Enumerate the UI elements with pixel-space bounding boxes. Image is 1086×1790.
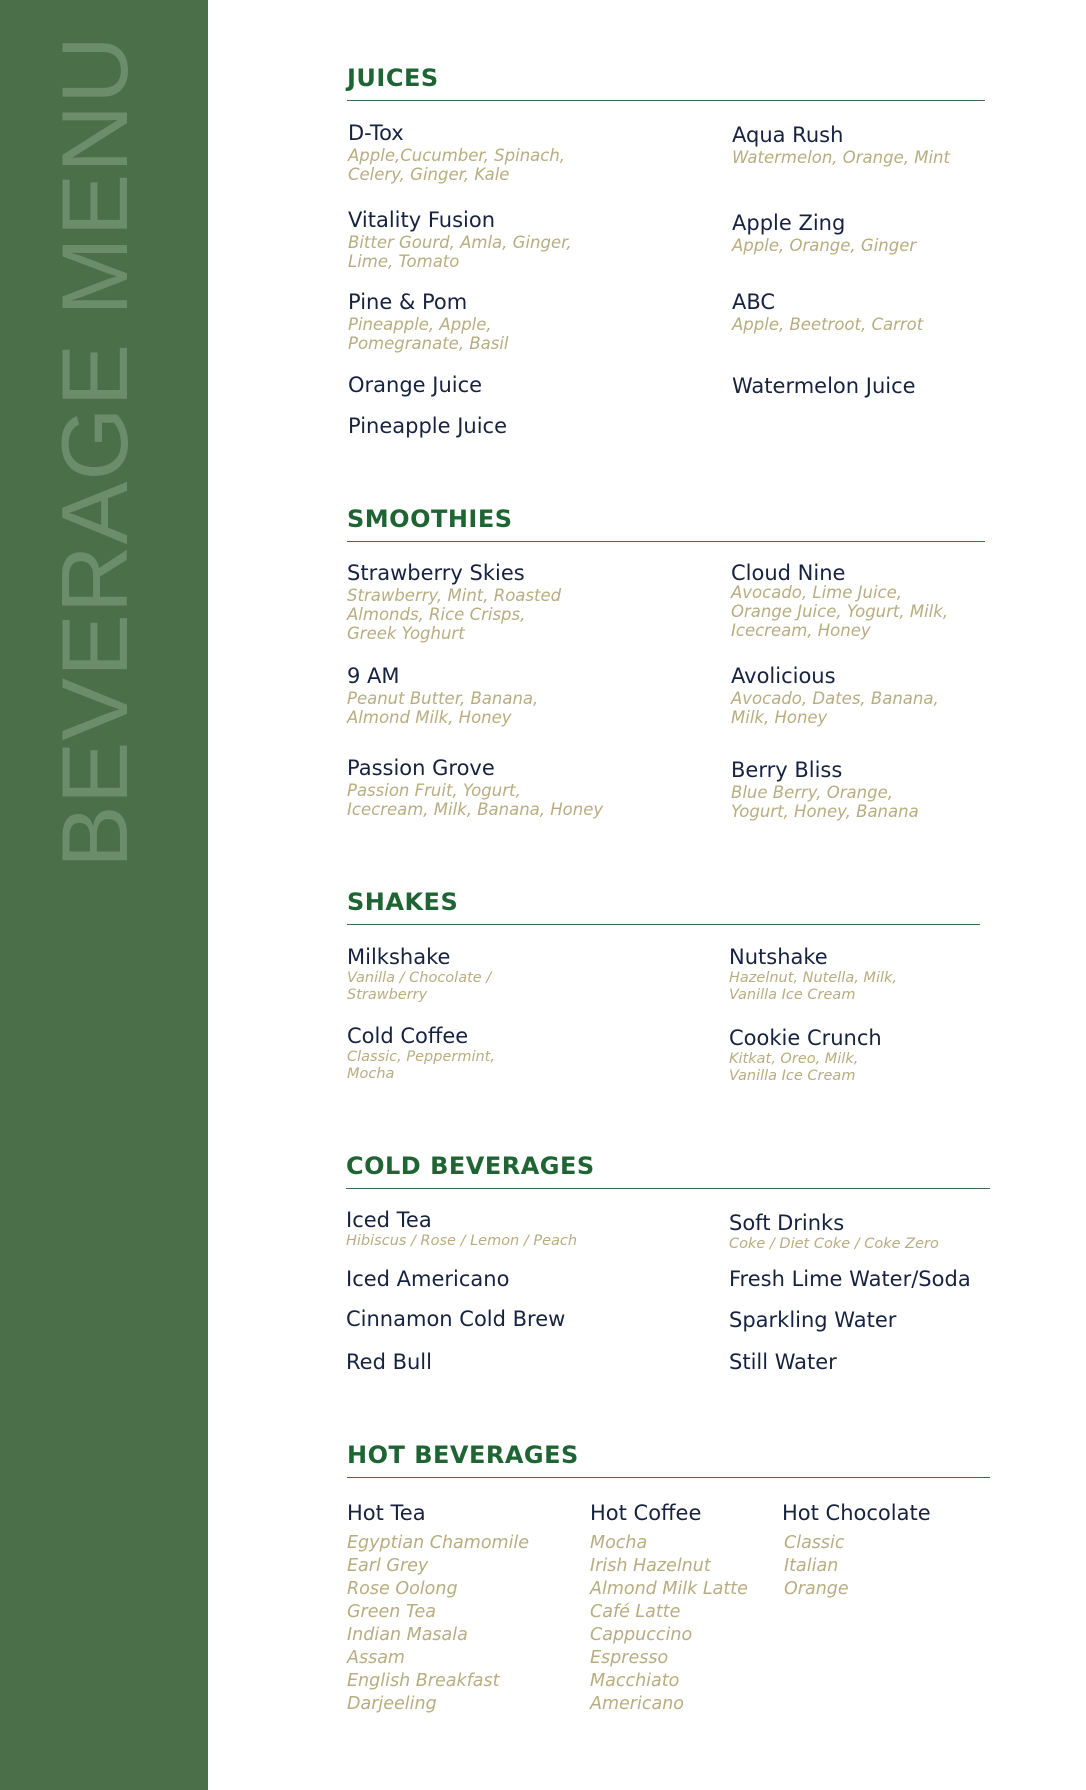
item-name: Pineapple Juice [348,414,508,438]
item-ingredients: Avocado, Lime Juice, [731,583,903,602]
item-ingredients: Pomegranate, Basil [348,334,509,353]
item-name: Iced Americano [346,1267,510,1291]
column-heading: Hot Coffee [590,1501,702,1525]
item-name: Milkshake [347,945,451,969]
menu-item-avolicious [731,663,939,727]
menu-item-passion-grove [347,755,603,819]
list-item: Mocha [590,1533,648,1553]
section-divider [347,924,980,925]
section-divider [346,1188,990,1189]
item-name: Cookie Crunch [729,1026,882,1050]
item-name: Cloud Nine [731,561,846,585]
item-ingredients: Orange Juice, Yogurt, Milk, [731,602,949,621]
item-name: Aqua Rush [732,123,844,147]
hot-column-coffee [590,1500,748,1716]
item-ingredients: Avocado, Dates, Banana, [731,689,939,708]
section-divider [347,100,985,101]
column-heading: Hot Tea [347,1501,426,1525]
item-ingredients: Apple, Orange, Ginger [732,236,917,255]
item-name: Berry Bliss [731,758,843,782]
item-name: Nutshake [729,945,828,969]
list-item: Egyptian Chamomile [347,1533,530,1553]
item-name: Red Bull [346,1350,432,1374]
item-ingredients: Almonds, Rice Crisps, [347,605,526,624]
item-ingredients: Classic, Peppermint, [347,1049,495,1065]
item-ingredients: Strawberry [347,987,428,1003]
item-name: Cold Coffee [347,1024,469,1048]
list-item: Classic [784,1533,845,1553]
item-ingredients: Vanilla Ice Cream [729,1068,856,1084]
list-item: Italian [784,1556,839,1576]
menu-item-sparkling-water [729,1307,896,1333]
item-ingredients: Watermelon, Orange, Mint [732,148,950,167]
item-ingredients: Hibiscus / Rose / Lemon / Peach [346,1233,578,1249]
item-ingredients: Almond Milk, Honey [347,708,512,727]
item-name: Cinnamon Cold Brew [346,1307,566,1331]
section-divider [347,1477,990,1478]
item-ingredients: Vanilla / Chocolate / [347,970,492,986]
menu-item-pine-pom [348,289,509,353]
menu-item-iced-tea [346,1207,577,1250]
sidebar-band [0,0,208,1790]
column-heading: Hot Chocolate [782,1501,931,1525]
menu-item-apple-zing [732,210,916,255]
item-ingredients: Greek Yoghurt [347,624,465,643]
item-name: Soft Drinks [729,1211,845,1235]
menu-item-berry-bliss [731,757,919,821]
item-ingredients: Blue Berry, Orange, [731,783,893,802]
list-item: English Breakfast [347,1671,500,1691]
menu-item-nutshake [729,944,897,1004]
menu-item-red-bull [346,1349,432,1375]
item-ingredients: Hazelnut, Nutella, Milk, [729,970,898,986]
item-ingredients: Mocha [347,1066,395,1082]
item-name: Iced Tea [346,1208,432,1232]
item-ingredients: Coke / Diet Coke / Coke Zero [729,1236,939,1252]
section-title-shakes: SHAKES [347,888,459,916]
list-item: Indian Masala [347,1625,468,1645]
list-item: Macchiato [590,1671,680,1691]
hot-column-tea [347,1500,529,1716]
item-name: D-Tox [348,121,404,145]
item-ingredients: Vanilla Ice Cream [729,987,856,1003]
section-title-juices: JUICES [347,64,439,92]
list-item: Espresso [590,1648,669,1668]
item-name: Passion Grove [347,756,495,780]
menu-item-cloud-nine [731,560,948,640]
menu-item-milkshake [347,944,491,1004]
item-ingredients: Passion Fruit, Yogurt, [347,781,521,800]
item-name: Sparkling Water [729,1308,897,1332]
list-item: Green Tea [347,1602,436,1622]
menu-item-iced-americano [346,1266,509,1292]
menu-item-fresh-lime-water [729,1266,971,1292]
list-item: Cappuccino [590,1625,693,1645]
menu-item-aqua-rush [732,122,950,167]
section-title-smoothies: SMOOTHIES [347,505,513,533]
list-item: Darjeeling [347,1694,437,1714]
item-name: Fresh Lime Water/Soda [729,1267,971,1291]
item-ingredients: Apple, Beetroot, Carrot [732,315,924,334]
menu-item-watermelon-juice [732,373,916,399]
menu-item-vitality-fusion [348,207,572,271]
hot-column-chocolate [782,1500,931,1601]
menu-item-9am [347,663,538,727]
list-item: Café Latte [590,1602,681,1622]
item-ingredients: Pineapple, Apple, [348,315,492,334]
item-ingredients: Celery, Ginger, Kale [348,165,510,184]
item-name: Strawberry Skies [347,561,525,585]
item-ingredients: Kitkat, Oreo, Milk, [729,1051,859,1067]
section-title-hot-beverages: HOT BEVERAGES [347,1441,579,1469]
menu-item-still-water [729,1349,837,1375]
menu-item-strawberry-skies [347,560,561,643]
item-name: Vitality Fusion [348,208,496,232]
item-name: 9 AM [347,664,400,688]
item-ingredients: Bitter Gourd, Amla, Ginger, [348,233,572,252]
item-ingredients: Milk, Honey [731,708,828,727]
list-item: Rose Oolong [347,1579,458,1599]
menu-item-cinnamon-cold-brew [346,1306,565,1332]
list-item: Assam [347,1648,405,1668]
menu-item-cold-coffee [347,1023,495,1083]
vertical-title: BEVERAGE MENU [42,34,147,868]
item-name: Pine & Pom [348,290,468,314]
item-name: Still Water [729,1350,837,1374]
item-ingredients: Lime, Tomato [348,252,460,271]
item-name: Watermelon Juice [732,374,916,398]
item-ingredients: Icecream, Honey [731,621,871,640]
section-divider [347,541,985,542]
item-ingredients: Strawberry, Mint, Roasted [347,586,562,605]
item-name: Orange Juice [348,373,483,397]
menu-item-abc [732,289,923,334]
item-ingredients: Icecream, Milk, Banana, Honey [347,800,604,819]
menu-item-soft-drinks [729,1210,939,1253]
list-item: Americano [590,1694,684,1714]
item-ingredients: Apple,Cucumber, Spinach, [348,146,566,165]
menu-item-dtox [348,120,565,184]
menu-item-cookie-crunch [729,1025,882,1085]
list-item: Orange [784,1579,849,1599]
item-name: Apple Zing [732,211,846,235]
item-ingredients: Peanut Butter, Banana, [347,689,539,708]
item-name: ABC [732,290,776,314]
item-name: Avolicious [731,664,836,688]
section-title-cold-beverages: COLD BEVERAGES [346,1152,595,1180]
list-item: Irish Hazelnut [590,1556,711,1576]
list-item: Almond Milk Latte [590,1579,748,1599]
menu-item-orange-juice [348,372,482,398]
menu-item-pineapple-juice [348,413,507,439]
item-ingredients: Yogurt, Honey, Banana [731,802,919,821]
list-item: Earl Grey [347,1556,429,1576]
